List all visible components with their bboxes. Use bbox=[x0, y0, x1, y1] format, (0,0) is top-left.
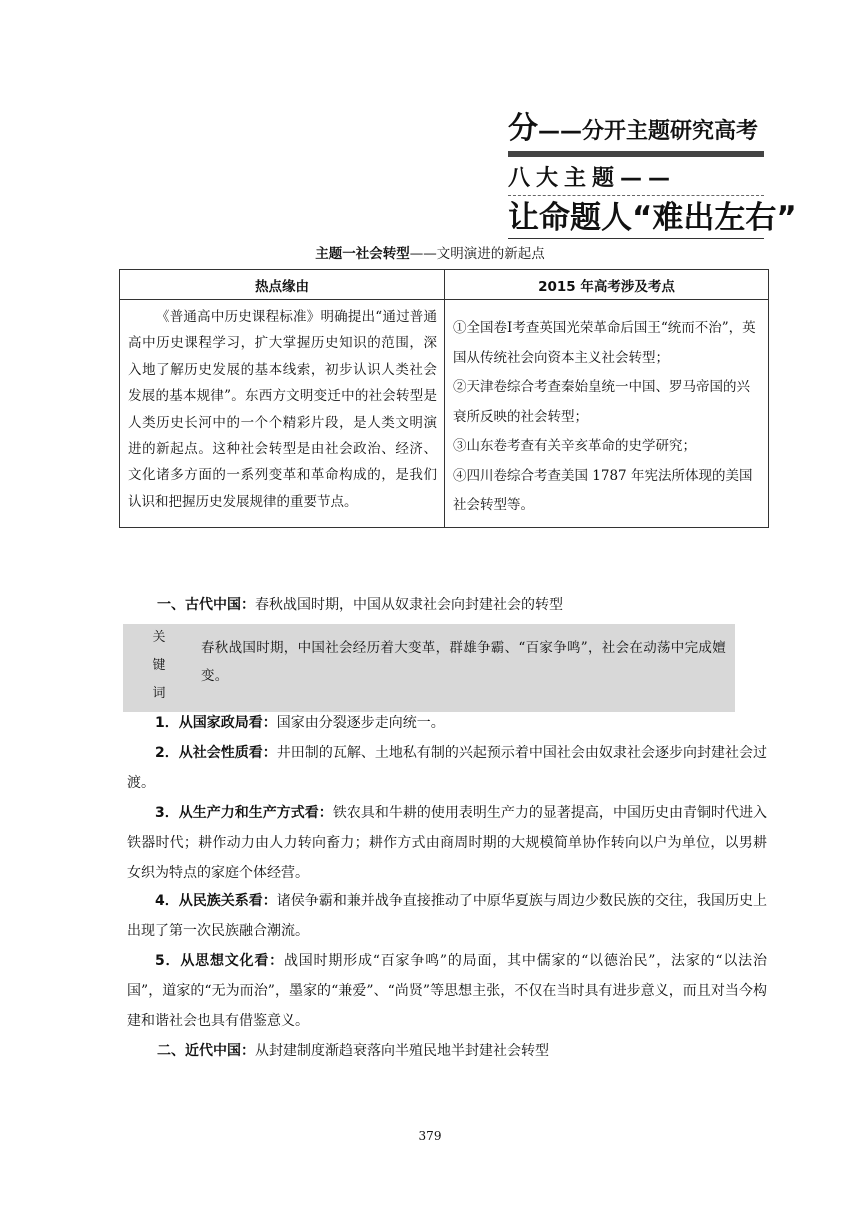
caption-bold: 主题一社会转型 bbox=[315, 246, 410, 262]
header-line-2: 八大主题—— bbox=[508, 166, 677, 191]
item-heading: 2．从社会性质看： bbox=[155, 745, 277, 761]
section-heading-bold: 二、近代中国： bbox=[157, 1043, 255, 1059]
chapter-header bbox=[508, 111, 797, 239]
section-heading-1 bbox=[127, 590, 767, 620]
table-header-cell: 2015 年高考涉及考点 bbox=[445, 270, 769, 300]
item-heading: 5．从思想文化看： bbox=[155, 953, 284, 969]
item-paragraph bbox=[127, 886, 767, 946]
header-bottom-rule bbox=[508, 238, 764, 239]
header-dashed-rule bbox=[508, 195, 764, 196]
hotspot-table bbox=[119, 269, 769, 528]
page-number: 379 bbox=[418, 1129, 442, 1143]
header-big-char: 分 bbox=[508, 111, 538, 146]
exam-points-cell bbox=[445, 300, 769, 528]
section-heading-bold: 一、古代中国： bbox=[157, 597, 255, 613]
item-text: 井田制的瓦解、土地私有制的兴起预示着中国社会由奴隶社会逐步向封建社会过渡。 bbox=[127, 745, 767, 791]
section-heading-text: 春秋战国时期，中国从奴隶社会向封建社会的转型 bbox=[255, 597, 563, 613]
item-paragraph bbox=[127, 798, 767, 888]
keywords-label-char: 键 bbox=[152, 658, 166, 673]
header-line-1-text: ——分开主题研究高考 bbox=[538, 119, 759, 144]
table-header-row bbox=[120, 270, 769, 300]
reason-text: 《普通高中历史课程标准》明确提出“通过普通高中历史课程学习，扩大掌握历史知识的范围，深入地了解历史发展的基本线索，初步认识人类社会发展的基本规律”。东西方文明变迁中的社会转型是人类历史长河中的一个个精彩片段，是人类文明演进的新起点。这种社会转型是由社会政治、经济、文化诸多方面的一系列变革和革命构成的，是我们认识和把握历史发展规律的重要节点。 bbox=[128, 309, 437, 510]
reason-cell bbox=[120, 300, 445, 528]
item-paragraph bbox=[127, 738, 767, 798]
section-heading-text: 从封建制度渐趋衰落向半殖民地半封建社会转型 bbox=[255, 1043, 549, 1059]
item-paragraph bbox=[127, 708, 767, 738]
table-caption bbox=[0, 242, 860, 262]
exam-point: ①全国卷Ⅰ考查英国光荣革命后国王“统而不治”，英国从传统社会向资本主义社会转型； bbox=[453, 320, 756, 366]
item-heading: 1．从国家政局看： bbox=[155, 715, 277, 731]
table-row bbox=[120, 300, 769, 528]
item-text: 国家由分裂逐步走向统一。 bbox=[276, 715, 445, 731]
exam-point: ②天津卷综合考查秦始皇统一中国、罗马帝国的兴衰所反映的社会转型； bbox=[453, 379, 750, 425]
item-text: 铁农具和牛耕的使用表明生产力的显著提高，中国历史由青铜时代进入铁器时代；耕作动力由人力转向畜力；耕作方式由商周时期的大规模简单协作转向以户为单位，以男耕女织为特点的家庭个体经营。 bbox=[127, 805, 768, 881]
keywords-box bbox=[123, 624, 735, 712]
header-line-3: 让命题人“难出左右” bbox=[508, 200, 797, 236]
keywords-label-char: 关 bbox=[152, 630, 166, 645]
exam-point: ④四川卷综合考查美国 1787 年宪法所体现的美国社会转型等。 bbox=[453, 467, 753, 513]
item-heading: 4．从民族关系看： bbox=[155, 893, 277, 909]
section-heading-2 bbox=[127, 1036, 767, 1066]
table-header-cell: 热点缘由 bbox=[120, 270, 445, 300]
item-paragraph bbox=[127, 946, 767, 1036]
keywords-label-char: 词 bbox=[152, 686, 166, 701]
header-rule bbox=[508, 151, 764, 157]
caption-rest: ——文明演进的新起点 bbox=[409, 246, 545, 262]
item-heading: 3．从生产力和生产方式看： bbox=[155, 805, 333, 821]
item-text: 诸侯争霸和兼并战争直接推动了中原华夏族与周边少数民族的交往，我国历史上出现了第一次民族融合潮流。 bbox=[127, 893, 767, 939]
keywords-label bbox=[151, 624, 167, 708]
keywords-text: 春秋战国时期，中国社会经历着大变革，群雄争霸、“百家争鸣”，社会在动荡中完成嬗变。 bbox=[201, 640, 727, 684]
exam-point: ③山东卷考查有关辛亥革命的史学研究； bbox=[453, 438, 696, 454]
item-text: 战国时期形成“百家争鸣”的局面，其中儒家的“以德治民”，法家的“以法治国”，道家的“无为而治”，墨家的“兼爱”、“尚贤”等思想主张，不仅在当时具有进步意义，而且对当今构建和谐社会也具有借鉴意义。 bbox=[127, 953, 767, 1029]
header-line-1 bbox=[508, 112, 764, 149]
